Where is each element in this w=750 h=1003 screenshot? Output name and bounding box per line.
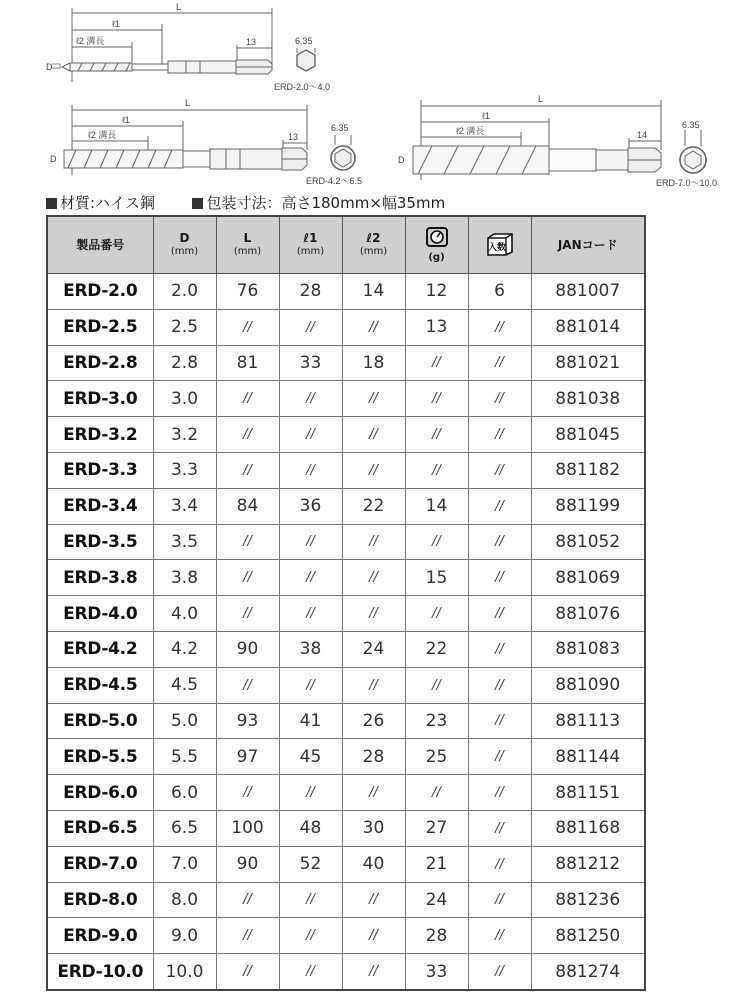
cell-quantity: //	[468, 309, 531, 345]
cell-l2: 28	[342, 739, 405, 775]
header-jan: JANコード	[531, 216, 645, 274]
cell-l: //	[216, 381, 279, 417]
table-row	[47, 560, 645, 596]
packaging-text: 包装寸法：高さ180mm×幅35mm	[206, 194, 446, 212]
cell-quantity: //	[468, 739, 531, 775]
cell-quantity: //	[468, 882, 531, 918]
medium-L-label: L	[185, 98, 191, 108]
table-row	[47, 703, 645, 739]
cell-l: //	[216, 452, 279, 488]
cell-d: 8.0	[153, 882, 216, 918]
cell-d: 6.0	[153, 775, 216, 811]
cell-l2: 26	[342, 703, 405, 739]
cell-l1: //	[279, 954, 342, 990]
cell-l: 97	[216, 739, 279, 775]
cell-l1: //	[279, 775, 342, 811]
table-row	[47, 488, 645, 524]
cell-d: 3.0	[153, 381, 216, 417]
table-header-row	[47, 216, 645, 274]
cell-jan: 881076	[531, 596, 645, 632]
table-row	[47, 882, 645, 918]
large-range-label: ERD-7.0～10.0	[656, 178, 718, 188]
cell-l: 81	[216, 345, 279, 381]
header-l2: ℓ2 (mm)	[342, 216, 405, 274]
drawing-medium-drill	[64, 105, 355, 175]
cell-d: 5.0	[153, 703, 216, 739]
header-l1: ℓ1 (mm)	[279, 216, 342, 274]
cell-l: 100	[216, 810, 279, 846]
cell-l2: //	[342, 417, 405, 453]
cell-quantity: //	[468, 452, 531, 488]
cell-d: 10.0	[153, 954, 216, 990]
cell-l1: //	[279, 524, 342, 560]
cell-l1: //	[279, 452, 342, 488]
cell-l: //	[216, 882, 279, 918]
cell-l: 93	[216, 703, 279, 739]
square-bullet-icon	[46, 198, 57, 209]
cell-model: ERD-3.5	[47, 524, 153, 560]
cell-quantity: //	[468, 345, 531, 381]
cell-jan: 881250	[531, 918, 645, 954]
cell-model: ERD-3.8	[47, 560, 153, 596]
cell-d: 3.2	[153, 417, 216, 453]
cell-weight: //	[405, 345, 468, 381]
cell-model: ERD-2.0	[47, 274, 153, 310]
cell-model: ERD-3.2	[47, 417, 153, 453]
cell-quantity: //	[468, 381, 531, 417]
square-bullet-icon	[192, 198, 203, 209]
cell-d: 7.0	[153, 846, 216, 882]
cell-l1: //	[279, 918, 342, 954]
cell-d: 2.8	[153, 345, 216, 381]
cell-quantity: //	[468, 417, 531, 453]
cell-jan: 881007	[531, 274, 645, 310]
table-row	[47, 309, 645, 345]
large-D-label: D	[398, 155, 405, 165]
cell-jan: 881045	[531, 417, 645, 453]
cell-jan: 881168	[531, 810, 645, 846]
cell-l1: //	[279, 560, 342, 596]
cell-jan: 881236	[531, 882, 645, 918]
cell-jan: 881014	[531, 309, 645, 345]
cell-d: 2.5	[153, 309, 216, 345]
cell-weight: 25	[405, 739, 468, 775]
small-l1-label: ℓ1	[112, 19, 120, 29]
small-hex-size: 6.35	[295, 36, 313, 46]
cell-l: //	[216, 417, 279, 453]
cell-l: //	[216, 667, 279, 703]
material-text: 材質:ハイス鋼	[60, 194, 155, 212]
cell-l: 84	[216, 488, 279, 524]
drill-bit-drawings	[0, 0, 750, 195]
cell-model: ERD-5.5	[47, 739, 153, 775]
cell-jan: 881144	[531, 739, 645, 775]
cell-d: 3.4	[153, 488, 216, 524]
cell-d: 5.5	[153, 739, 216, 775]
cell-l1: 52	[279, 846, 342, 882]
spec-table	[46, 215, 646, 991]
cell-model: ERD-6.5	[47, 810, 153, 846]
cell-weight: 23	[405, 703, 468, 739]
cell-d: 4.2	[153, 631, 216, 667]
cell-l2: //	[342, 309, 405, 345]
table-row	[47, 524, 645, 560]
cell-d: 3.8	[153, 560, 216, 596]
cell-model: ERD-7.0	[47, 846, 153, 882]
cell-model: ERD-10.0	[47, 954, 153, 990]
cell-model: ERD-5.0	[47, 703, 153, 739]
cell-l2: 30	[342, 810, 405, 846]
small-l2-label: ℓ2 溝長	[76, 36, 105, 46]
medium-range-label: ERD-4.2～6.5	[306, 176, 363, 186]
cell-d: 3.3	[153, 452, 216, 488]
cell-l1: //	[279, 596, 342, 632]
cell-l: //	[216, 560, 279, 596]
cell-l: //	[216, 524, 279, 560]
cell-jan: 881021	[531, 345, 645, 381]
cell-l2: 22	[342, 488, 405, 524]
cell-l1: 38	[279, 631, 342, 667]
cell-l2: //	[342, 667, 405, 703]
scale-weight-icon	[425, 226, 449, 248]
large-L-label: L	[538, 94, 544, 104]
cell-model: ERD-6.0	[47, 775, 153, 811]
cell-model: ERD-3.0	[47, 381, 153, 417]
cell-l: //	[216, 309, 279, 345]
cell-weight: 14	[405, 488, 468, 524]
cell-jan: 881274	[531, 954, 645, 990]
cell-quantity: //	[468, 631, 531, 667]
medium-l1-label: ℓ1	[122, 115, 130, 125]
cell-l2: //	[342, 560, 405, 596]
medium-l2-label: ℓ2 溝長	[88, 130, 117, 140]
cell-weight: 28	[405, 918, 468, 954]
table-row	[47, 452, 645, 488]
cell-model: ERD-8.0	[47, 882, 153, 918]
cell-l: //	[216, 918, 279, 954]
cell-l2: 14	[342, 274, 405, 310]
cell-weight: //	[405, 596, 468, 632]
svg-text:入数: 入数	[487, 242, 506, 253]
medium-hex-length: 13	[288, 132, 299, 142]
cell-d: 2.0	[153, 274, 216, 310]
header-weight: (g)	[405, 216, 468, 274]
cell-model: ERD-4.2	[47, 631, 153, 667]
cell-weight: //	[405, 417, 468, 453]
table-row	[47, 918, 645, 954]
table-row	[47, 667, 645, 703]
cell-quantity: //	[468, 954, 531, 990]
header-model: 製品番号	[47, 216, 153, 274]
cell-weight: //	[405, 667, 468, 703]
cell-l2: //	[342, 381, 405, 417]
cell-l2: //	[342, 918, 405, 954]
cell-quantity: //	[468, 596, 531, 632]
cell-l2: 40	[342, 846, 405, 882]
cell-jan: 881182	[531, 452, 645, 488]
cell-jan: 881069	[531, 560, 645, 596]
cell-model: ERD-4.5	[47, 667, 153, 703]
cell-l2: //	[342, 524, 405, 560]
cell-l1: //	[279, 882, 342, 918]
cell-jan: 881090	[531, 667, 645, 703]
table-row	[47, 846, 645, 882]
small-D-label: D	[46, 62, 53, 72]
cell-l2: //	[342, 954, 405, 990]
cell-weight: //	[405, 452, 468, 488]
cell-d: 3.5	[153, 524, 216, 560]
cell-l: 90	[216, 631, 279, 667]
drawing-large-drill	[413, 100, 706, 180]
cell-quantity: 6	[468, 274, 531, 310]
cell-jan: 881038	[531, 381, 645, 417]
cell-l1: 28	[279, 274, 342, 310]
spec-line	[46, 192, 746, 214]
cell-jan: 881212	[531, 846, 645, 882]
cell-weight: 13	[405, 309, 468, 345]
cell-l: //	[216, 775, 279, 811]
header-l: L (mm)	[216, 216, 279, 274]
large-hex-length: 14	[637, 130, 648, 140]
cell-quantity: //	[468, 524, 531, 560]
header-d: D (mm)	[153, 216, 216, 274]
cell-l1: //	[279, 417, 342, 453]
cell-weight: 22	[405, 631, 468, 667]
cell-d: 9.0	[153, 918, 216, 954]
cell-quantity: //	[468, 560, 531, 596]
cell-quantity: //	[468, 667, 531, 703]
header-quantity	[468, 216, 531, 274]
cell-l2: 24	[342, 631, 405, 667]
cell-d: 4.0	[153, 596, 216, 632]
table-row	[47, 775, 645, 811]
cell-weight: 33	[405, 954, 468, 990]
large-l2-label: ℓ2 溝長	[456, 126, 485, 136]
table-row	[47, 345, 645, 381]
cell-l2: //	[342, 452, 405, 488]
cell-l1: //	[279, 667, 342, 703]
cell-model: ERD-2.8	[47, 345, 153, 381]
cell-l2: //	[342, 775, 405, 811]
cell-l: 76	[216, 274, 279, 310]
cell-l2: 18	[342, 345, 405, 381]
cell-weight: 21	[405, 846, 468, 882]
table-row	[47, 596, 645, 632]
cell-quantity: //	[468, 846, 531, 882]
cell-l: 90	[216, 846, 279, 882]
cell-quantity: //	[468, 918, 531, 954]
cell-quantity: //	[468, 488, 531, 524]
cell-quantity: //	[468, 775, 531, 811]
cell-weight: //	[405, 775, 468, 811]
medium-D-label: D	[50, 154, 57, 164]
small-L-label: L	[176, 2, 182, 12]
cell-model: ERD-9.0	[47, 918, 153, 954]
small-hex-length: 13	[246, 37, 257, 47]
table-row	[47, 274, 645, 310]
cell-jan: 881083	[531, 631, 645, 667]
cell-d: 4.5	[153, 667, 216, 703]
cell-model: ERD-3.3	[47, 452, 153, 488]
table-row	[47, 739, 645, 775]
box-quantity-icon	[485, 232, 515, 256]
cell-weight: 15	[405, 560, 468, 596]
cell-weight: 24	[405, 882, 468, 918]
cell-l1: 33	[279, 345, 342, 381]
large-l1-label: ℓ1	[482, 111, 490, 121]
cell-l2: //	[342, 882, 405, 918]
cell-weight: 12	[405, 274, 468, 310]
cell-model: ERD-2.5	[47, 309, 153, 345]
small-range-label: ERD-2.0～4.0	[274, 82, 331, 92]
cell-l1: //	[279, 309, 342, 345]
cell-weight: //	[405, 524, 468, 560]
table-row	[47, 954, 645, 990]
cell-model: ERD-4.0	[47, 596, 153, 632]
cell-weight: //	[405, 381, 468, 417]
cell-d: 6.5	[153, 810, 216, 846]
medium-hex-size: 6.35	[331, 123, 349, 133]
table-row	[47, 631, 645, 667]
cell-l2: //	[342, 596, 405, 632]
cell-jan: 881151	[531, 775, 645, 811]
cell-jan: 881199	[531, 488, 645, 524]
cell-l1: 45	[279, 739, 342, 775]
cell-l1: //	[279, 381, 342, 417]
cell-weight: 27	[405, 810, 468, 846]
cell-jan: 881113	[531, 703, 645, 739]
cell-l1: 36	[279, 488, 342, 524]
table-row	[47, 417, 645, 453]
cell-l: //	[216, 596, 279, 632]
cell-l1: 41	[279, 703, 342, 739]
cell-l1: 48	[279, 810, 342, 846]
table-row	[47, 810, 645, 846]
table-row	[47, 381, 645, 417]
cell-model: ERD-3.4	[47, 488, 153, 524]
large-hex-size: 6.35	[682, 120, 700, 130]
cell-quantity: //	[468, 703, 531, 739]
cell-l: //	[216, 954, 279, 990]
cell-quantity: //	[468, 810, 531, 846]
cell-jan: 881052	[531, 524, 645, 560]
